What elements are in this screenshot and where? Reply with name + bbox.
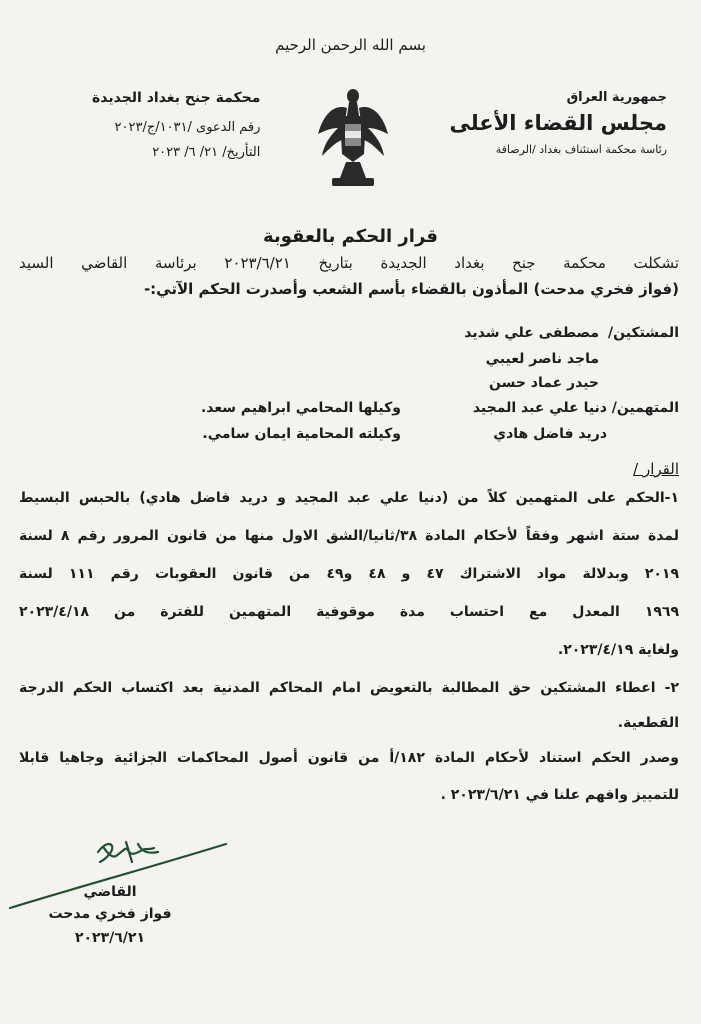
decision-line-4: ١٩٦٩ المعدل مع احتساب مدة موقوفية المتهمين للفترة من ٢٠٢٣/٤/١٨ [19,604,679,620]
decision-line-6: ٢- اعطاء المشتكين حق المطالبة بالتعويض امام المحاكم المدنية بعد اكتساب الحكم الدرجة [19,680,679,696]
decision-line-2: لمدة ستة اشهر وفقاً لأحكام المادة ٣٨/ثانيا/الشق الاول منها من قانون المرور رقم ٨ لسنة [19,528,679,544]
decision-line-8: وصدر الحكم استناد لأحكام المادة ١٨٢/أ من قانون أصول المحاكمات الجزائية وجاهيا قابلا [19,750,679,766]
presidency-line: رئاسة محكمة استئناف بغداد /الرصافة [495,143,667,156]
decision-line-1: ١-الحكم على المتهمين كلاً من (دنيا علي عبد المجيد و دريد فاضل هادي) بالحبس البسيط [19,490,679,506]
accused-label: المتهمين/ [611,400,679,416]
accused-2-name: دريد فاضل هادي [493,426,607,442]
decision-heading: القرار / [633,460,679,478]
decision-line-9: للتمييز وافهم علنا في ٢٠٢٣/٦/٢١ . [440,787,679,803]
decision-line-3: ٢٠١٩ وبدلالة مواد الاشتراك ٤٧ و ٤٨ و٤٩ من قانون العقوبات رقم ١١١ لسنة [19,566,680,582]
basmala: بسم الله الرحمن الرحيم [275,36,426,54]
issuer-header [449,90,667,156]
document-title: قرار الحكم بالعقوبة [263,226,438,247]
intro-line-2: (فواز فخري مدحت) المأذون بالقضاء بأسم الشعب وأصدرت الحكم الآتي:- [143,280,679,298]
accused-2-lawyer: وكيلته المحامية ايمان سامي. [202,426,401,442]
court-name: محكمة جنح بغداد الجديدة [92,90,261,106]
case-number: رقم الدعوى /١٠٣١/ج/٢٠٢٣ [114,120,261,135]
council-line: مجلس القضاء الأعلى [449,111,667,135]
republic-line: جمهورية العراق [566,90,667,105]
accused-1-lawyer: وكيلها المحامي ابراهيم سعد. [200,400,401,416]
judge-title: القاضي [83,884,137,900]
court-header [92,90,260,160]
complainant-3: حيدر عماد حسن [488,375,599,391]
iraq-eagle-emblem-icon [316,82,390,192]
complainants-label: المشتكين/ [608,325,679,341]
judge-block [40,884,180,946]
header-date: التأريخ/ ٢١/ ٦/ ٢٠٢٣ [152,145,261,160]
decision-line-5: ولغاية ٢٠٢٣/٤/١٩. [557,642,679,658]
intro-line-1: تشكلت محكمة جنح بغداد الجديدة بتاريخ ٢٠٢٣/٦/٢١ برئاسة القاضي السيد [19,254,680,272]
judge-name: فواز فخري مدحت [48,906,172,922]
accused-1-name: دنيا علي عبد المجيد [472,400,607,416]
complainant-1: مصطفى علي شديد [464,325,599,341]
complainant-2: ماجد ناصر لعيبي [485,351,599,367]
judge-date: ٢٠٢٣/٦/٢١ [74,930,146,946]
decision-line-7: القطعية. [617,715,679,731]
